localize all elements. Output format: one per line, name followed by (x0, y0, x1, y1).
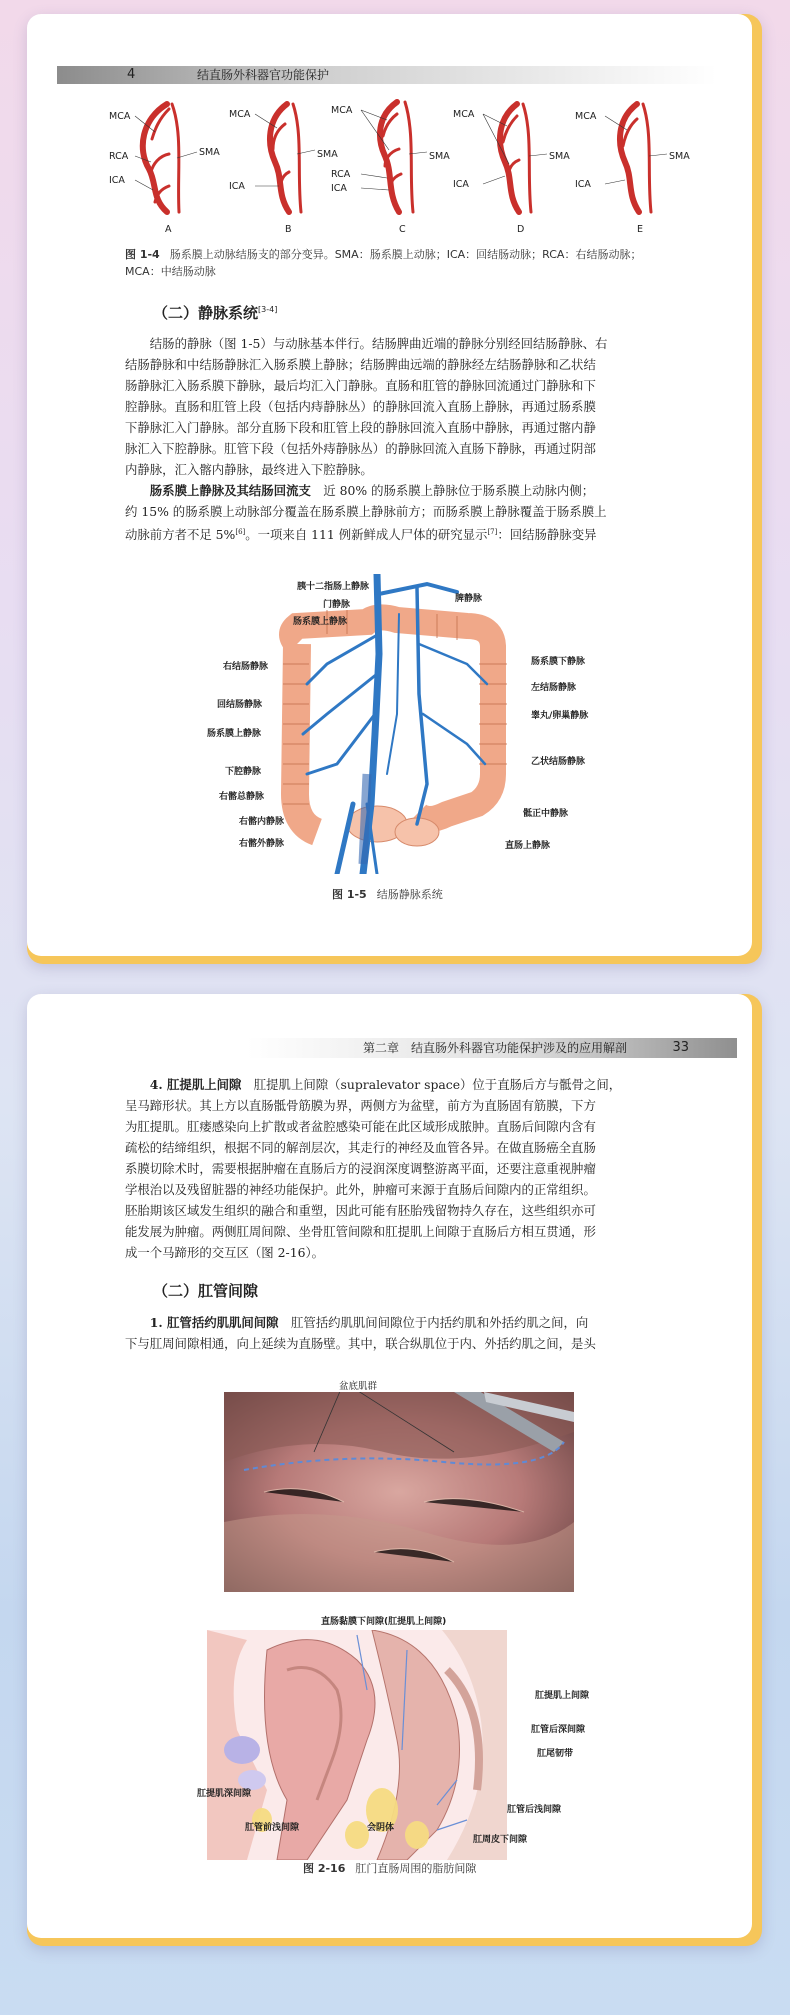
label-mca-d: MCA (453, 109, 475, 120)
label-ica-a: ICA (109, 175, 125, 186)
label-superficial-postanal-space: 肛管后浅间隙 (507, 1805, 562, 1815)
label-right-colic-vein: 右结肠静脉 (223, 662, 269, 672)
paragraph-supralevator (125, 1074, 725, 1263)
label-pancreaticoduodenal-vein: 胰十二指肠上静脉 (297, 582, 370, 592)
label-mca-c: MCA (331, 105, 353, 116)
text-line: 成一个马蹄形的交互区（图 2-16）。 (125, 1245, 325, 1260)
label-superior-rectal-vein: 直肠上静脉 (505, 841, 551, 851)
text-line: 动脉前方者不足 5% (125, 527, 236, 543)
running-title: 第二章 结直肠外科器官功能保护涉及的应用解剖 (362, 1041, 627, 1055)
panel-label-a: A (165, 224, 172, 235)
text-line: ：回结肠静脉变异 (497, 527, 597, 543)
running-header (247, 1038, 737, 1058)
running-title: 结直肠外科器官功能保护 (197, 68, 330, 82)
label-imv: 肠系膜下静脉 (531, 657, 586, 667)
label-supralevator-space: 肛提肌上间隙 (535, 1691, 590, 1701)
label-median-sacral-vein: 骶正中静脉 (523, 809, 569, 819)
section-title-anal-space: （二）肛管间隙 (153, 1282, 259, 1300)
label-deep-postanal-space: 肛管后深间隙 (531, 1725, 586, 1735)
section-ref: [3-4] (258, 305, 278, 314)
section-title-venous (153, 302, 277, 323)
page-sheet-2 (27, 994, 752, 1938)
label-right-common-iliac: 右髂总静脉 (219, 792, 265, 802)
text-line: 肛管括约肌肌间间隙位于内括约肌和外括约肌之间，向 (290, 1315, 589, 1330)
photo-label-pelvic-floor: 盆底肌群 (339, 1381, 378, 1392)
label-mca-b: MCA (229, 109, 251, 120)
caption-text: 结肠静脉系统 (376, 888, 443, 901)
label-rca-c: RCA (331, 169, 351, 180)
label-sma-c: SMA (429, 151, 450, 162)
label-deep-levator-space: 肛提肌深间隙 (197, 1789, 252, 1799)
label-testicular-vein: 睾丸/卵巢静脉 (531, 711, 589, 721)
ref-7: [7] (487, 528, 498, 536)
text-line: 下与肛周间隙相通，向上延续为直肠壁。其中，联合纵肌位于内、外括约肌之间，是头 (125, 1336, 596, 1351)
label-anococcygeal-ligament: 肛尾韧带 (537, 1749, 574, 1759)
label-ica-c: ICA (331, 183, 347, 194)
figure-1-5-caption (332, 886, 443, 902)
label-ivc: 下腔静脉 (225, 767, 262, 777)
text-line: 结肠静脉和中结肠静脉汇入肠系膜上静脉；结肠脾曲远端的静脉经左结肠静脉和乙状结 (125, 357, 596, 372)
label-portal-vein: 门静脉 (323, 600, 351, 610)
panel-label-e: E (637, 224, 644, 235)
caption-text-line2: MCA：中结肠动脉 (125, 265, 216, 278)
page-sheet-1 (27, 14, 752, 956)
panel-label-b: B (285, 224, 292, 235)
label-smv-left: 肠系膜上静脉 (207, 729, 262, 739)
page-card-2 (27, 994, 762, 1946)
text-line: 呈马蹄形状。其上方以直肠骶骨筋膜为界，两侧方为盆壁，前方为直肠固有筋膜，下方 (125, 1098, 596, 1113)
text-line: 为肛提肌。肛瘘感染向上扩散或者盆腔感染可能在此区域形成脓肿。直肠后间隙内含有 (125, 1119, 596, 1134)
label-sma-e: SMA (669, 151, 690, 162)
surgical-photo (224, 1392, 574, 1592)
para-head: 肠系膜上静脉及其结肠回流支 (149, 483, 311, 498)
caption-text: 肠系膜上动脉结肠支的部分变异。SMA：肠系膜上动脉；ICA：回结肠动脉；RCA：右结肠动脉； (169, 248, 642, 261)
text-line: 腔静脉。直肠和肛管上段（包括内痔静脉丛）的静脉回流入直肠上静脉，再通过肠系膜 (125, 399, 596, 414)
label-right-internal-iliac: 右髂内静脉 (239, 817, 285, 827)
label-ica-e: ICA (575, 179, 591, 190)
para-head: 4. 肛提肌上间隙 (149, 1077, 242, 1092)
label-rca-a: RCA (109, 151, 129, 162)
label-smv-top: 肠系膜上静脉 (293, 617, 348, 627)
paragraph-venous (125, 333, 725, 545)
caption-number: 图 2-16 (303, 1862, 346, 1875)
label-left-colic-vein: 左结肠静脉 (531, 683, 577, 693)
text-line: 约 15% 的肠系膜上动脉部分覆盖在肠系膜上静脉前方；而肠系膜上静脉覆盖于肠系膜上 (125, 504, 607, 519)
text-line: 下静脉汇入门静脉。部分直肠下段和肛管上段的静脉回流入直肠中静脉，再通过髂内静 (125, 420, 596, 435)
label-mca-a: MCA (109, 111, 131, 122)
text-line: 能发展为肿瘤。两侧肛周间隙、坐骨肛管间隙和肛提肌上间隙于直肠后方相互贯通，形 (125, 1224, 596, 1239)
paragraph-intersphincteric (125, 1312, 725, 1354)
label-submucosal-space: 直肠黏膜下间隙(肛提肌上间隙) (321, 1617, 447, 1627)
figure-1-4-artery-variants (97, 94, 697, 224)
label-perianal-subcutaneous-space: 肛周皮下间隙 (473, 1835, 528, 1845)
label-mca-e: MCA (575, 111, 597, 122)
label-sma-d: SMA (549, 151, 570, 162)
running-header (57, 66, 717, 84)
figure-1-4-caption (125, 246, 725, 280)
label-ica-b: ICA (229, 181, 245, 192)
text-line: 肛提肌上间隙（supralevator space）位于直肠后方与骶骨之间， (253, 1077, 622, 1092)
caption-text: 肛门直肠周围的脂肪间隙 (355, 1862, 477, 1875)
text-line: 系膜切除术时，需要根据肿瘤在直肠后方的浸润深度调整游离平面，还要注意重视肿瘤 (125, 1161, 596, 1176)
label-superficial-preanal-space: 肛管前浅间隙 (245, 1823, 300, 1833)
text-line: 疏松的结缔组织，根据不同的解剖层次，其走行的神经及血管各异。在做直肠癌全直肠 (125, 1140, 596, 1155)
section-title-text: （二）静脉系统 (153, 304, 259, 322)
ref-6: [6] (235, 528, 246, 536)
label-sma-a: SMA (199, 147, 220, 158)
text-line: 肠静脉汇入肠系膜下静脉，最后均汇入门静脉。直肠和肛管的静脉回流通过门静脉和下 (125, 378, 596, 393)
label-right-external-iliac: 右髂外静脉 (239, 839, 285, 849)
text-line: 脉汇入下腔静脉。肛管下段（包括外痔静脉丛）的静脉回流入直肠下静脉，再通过阴部 (125, 441, 596, 456)
label-sigmoid-vein: 乙状结肠静脉 (531, 757, 586, 767)
panel-label-c: C (399, 224, 406, 235)
caption-number: 图 1-5 (332, 888, 367, 901)
text-line: 。一项来自 111 例新鲜成人尸体的研究显示 (245, 527, 488, 543)
panel-label-d: D (517, 224, 525, 235)
text-line: 胚胎期该区域发生组织的融合和重塑，因此可能有胚胎残留物持久存在，这些组织亦可 (125, 1203, 596, 1218)
label-ileocolic-vein: 回结肠静脉 (217, 700, 263, 710)
page-number: 33 (672, 1040, 689, 1055)
label-perineal-body: 会阴体 (367, 1823, 395, 1833)
para-head: 1. 肛管括约肌肌间间隙 (149, 1315, 279, 1330)
text-line: 近 80% 的肠系膜上静脉位于肠系膜上动脉内侧； (323, 483, 595, 498)
label-splenic-vein: 脾静脉 (455, 594, 483, 604)
label-ica-d: ICA (453, 179, 469, 190)
page-number: 4 (127, 67, 136, 82)
label-sma-b: SMA (317, 149, 338, 160)
text-line: 学根治以及残留脏器的神经功能保护。此外，肿瘤可来源于直肠后间隙内的正常组织。 (125, 1182, 596, 1197)
page-card-1 (27, 14, 762, 964)
text-line: 内静脉，汇入髂内静脉，最终进入下腔静脉。 (125, 462, 373, 477)
caption-number: 图 1-4 (125, 248, 160, 261)
figure-2-16-caption (303, 1860, 476, 1876)
text-line: 结肠的静脉（图 1-5）与动脉基本伴行。结肠脾曲近端的静脉分别经回结肠静脉、右 (149, 336, 608, 351)
